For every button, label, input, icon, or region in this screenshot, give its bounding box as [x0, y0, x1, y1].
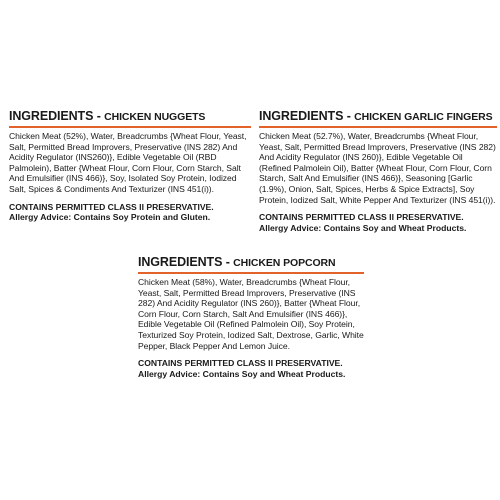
heading-prefix: INGREDIENTS -	[138, 255, 234, 269]
product-name: CHICKEN GARLIC FINGERS	[354, 111, 493, 123]
ingredients-text: Chicken Meat (52%), Water, Breadcrumbs {Wheat Flour, Yeast, Salt, Permitted Bread Improvers, Preservative (INS 282) And Acidity Regulator (INS260)}, Edible Vegetable Oil (RBD Palmolein), Batter {Wheat Flour, Corn Flour, Corn Starch, Salt And Emulsifier (INS 466)}, Soy, Isolated Soy Protein, Iodized Salt, Spices & Condiments And Texturizer (INS 451(i)).	[9, 131, 247, 194]
section-heading	[9, 109, 251, 125]
orange-divider	[259, 126, 497, 128]
allergy-advice: Allergy Advice: Contains Soy and Wheat Products.	[138, 368, 346, 379]
preservative-note: CONTAINS PERMITTED CLASS II PRESERVATIVE.	[9, 201, 214, 212]
allergy-advice: Allergy Advice: Contains Soy and Wheat Products.	[259, 222, 467, 233]
ingredients-section-chicken-nuggets	[9, 109, 251, 223]
product-name: CHICKEN NUGGETS	[104, 111, 206, 123]
ingredients-section-chicken-garlic-fingers	[259, 109, 497, 233]
orange-divider	[9, 126, 251, 128]
preservative-note: CONTAINS PERMITTED CLASS II PRESERVATIVE.	[138, 358, 343, 369]
allergy-advice: Allergy Advice: Contains Soy Protein and Gluten.	[9, 212, 211, 223]
preservative-note: CONTAINS PERMITTED CLASS II PRESERVATIVE.	[259, 212, 464, 223]
product-name: CHICKEN POPCORN	[233, 257, 336, 269]
heading-prefix: INGREDIENTS -	[9, 109, 105, 123]
ingredients-text: Chicken Meat (52.7%), Water, Breadcrumbs {Wheat Flour, Yeast, Salt, Permitted Bread Improvers, Preservative (INS 282) And Acidity Regulator (INS 260)}, Edible Vegetable Oil (Refined Palmolein Oil), Batter {Wheat Flour, Corn Flour, Corn Starch, Salt And Emulsifier (INS 466)}, Seasoning [Garlic (1.9%), Onion, Salt, Spices, Herbs & Spice Extracts], Soy Protein, Iodized Salt, White Pepper And Texturizer (INS 451(i)).	[259, 131, 496, 205]
section-heading	[138, 255, 364, 271]
section-heading	[259, 109, 497, 125]
orange-divider	[138, 272, 364, 274]
heading-prefix: INGREDIENTS -	[259, 109, 355, 123]
ingredients-section-chicken-popcorn	[138, 255, 364, 379]
ingredients-text: Chicken Meat (58%), Water, Breadcrumbs {Wheat Flour, Yeast, Salt, Permitted Bread Improvers, Preservative (INS 282) And Acidity Regulator (INS 260)}, Batter {Wheat Flour, Corn Flour, Corn Starch, Salt And Emulsifier (INS 466)}, Edible Vegetable Oil (Refined Palmolein Oil), Soy Protein, Texturized Soy Protein, Iodized Salt, Dextrose, Garlic, White Pepper, Black Pepper And Lemon Juice.	[138, 277, 364, 351]
